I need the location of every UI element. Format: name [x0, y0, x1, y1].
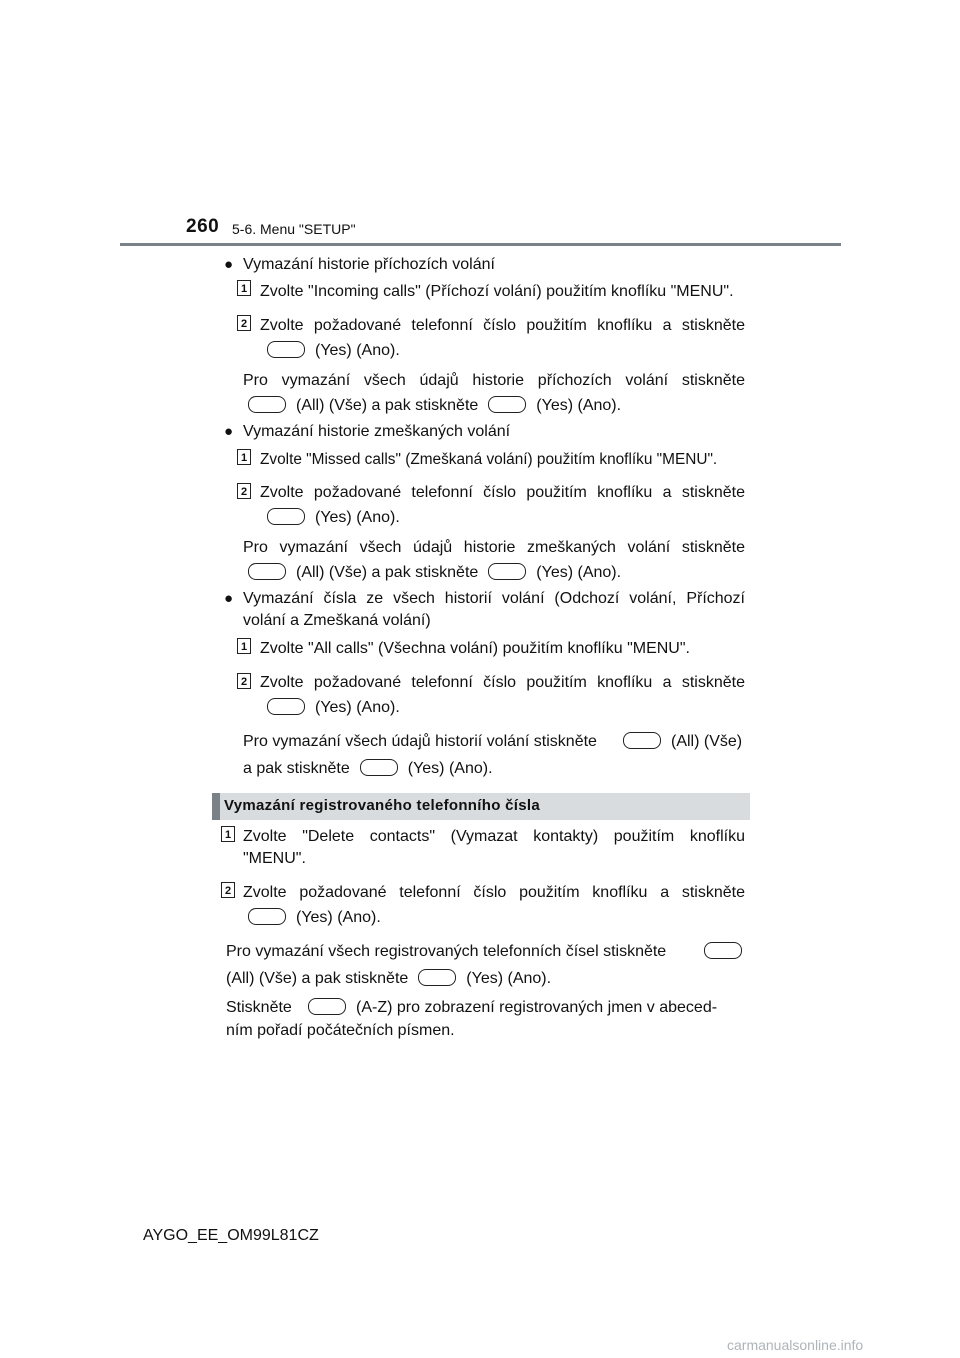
- step-1-icon: 1: [237, 449, 251, 465]
- incoming-note-line2: (All) (Vše) a pak stiskněte (Yes) (Ano).: [248, 394, 621, 418]
- bullet-icon: ●: [224, 590, 234, 607]
- yes-button-icon: [267, 341, 305, 358]
- registered-note2-line2: ním pořadí počátečních písmen.: [226, 1022, 455, 1039]
- step-2-icon: 2: [237, 483, 251, 499]
- missed-step2-line1: Zvolte požadované telefonní číslo použitím knoflíku a stiskněte: [260, 484, 745, 501]
- incoming-heading: Vymazání historie příchozích volání: [243, 256, 495, 273]
- allcalls-note-line2: a pak stiskněte (Yes) (Ano).: [243, 760, 493, 777]
- missed-note-line1: Pro vymazání všech údajů historie zmeškaných volání stiskněte: [243, 539, 745, 556]
- header-rule: [120, 243, 841, 246]
- registered-note1-all-icon: [704, 940, 752, 964]
- allcalls-note-line1b: (All) (Vše): [623, 730, 742, 754]
- missed-heading: Vymazání historie zmeškaných volání: [243, 423, 511, 440]
- az-button-icon: [308, 998, 346, 1015]
- registered-heading: Vymazání registrovaného telefonního čísla: [224, 797, 540, 814]
- incoming-step1: Zvolte "Incoming calls" (Příchozí volání) použitím knoflíku "MENU".: [260, 283, 734, 300]
- allcalls-step2-line1: Zvolte požadované telefonní číslo použitím knoflíku a stiskněte: [260, 674, 745, 691]
- step-1-icon: 1: [237, 638, 251, 654]
- registered-step2-line1: Zvolte požadované telefonní číslo použitím knoflíku a stiskněte: [243, 884, 745, 901]
- allcalls-note-line1a: Pro vymazání všech údajů historií volání stiskněte: [243, 733, 597, 750]
- missed-step2-line2: (Yes) (Ano).: [267, 506, 400, 530]
- missed-step1: Zvolte "Missed calls" (Zmeškaná volání) použitím knoflíku "MENU".: [260, 451, 718, 468]
- bullet-icon: ●: [224, 256, 234, 273]
- step-1-icon: 1: [237, 280, 251, 296]
- all-button-icon: [704, 942, 742, 959]
- bullet-icon: ●: [224, 423, 234, 440]
- allcalls-heading-line2: volání a Zmeškaná volání): [243, 612, 431, 629]
- incoming-note-line1: Pro vymazání všech údajů historie příchozích volání stiskněte: [243, 372, 745, 389]
- all-button-icon: [248, 396, 286, 413]
- registered-step2-line2: (Yes) (Ano).: [248, 906, 381, 930]
- yes-button-icon: [418, 969, 456, 986]
- yes-button-icon: [267, 698, 305, 715]
- yes-button-icon: [360, 759, 398, 776]
- registered-step1-line2: "MENU".: [243, 850, 306, 867]
- allcalls-step2-line2: (Yes) (Ano).: [267, 696, 400, 720]
- missed-note-line2: (All) (Vše) a pak stiskněte (Yes) (Ano).: [248, 561, 621, 585]
- yes-button-icon: [488, 563, 526, 580]
- yes-button-icon: [488, 396, 526, 413]
- document-code: AYGO_EE_OM99L81CZ: [143, 1227, 319, 1244]
- registered-note1-line1: Pro vymazání všech registrovaných telefonních čísel stiskněte: [226, 943, 667, 960]
- all-button-icon: [248, 563, 286, 580]
- step-1-icon: 1: [221, 826, 235, 842]
- step-2-icon: 2: [237, 315, 251, 331]
- yes-button-icon: [267, 508, 305, 525]
- allcalls-heading-line1: Vymazání čísla ze všech historií volání (Odchozí volání, Příchozí: [243, 590, 745, 607]
- yes-button-icon: [248, 908, 286, 925]
- registered-note2-line1a: Stiskněte: [226, 999, 292, 1016]
- registered-note1-line2: (All) (Vše) a pak stiskněte (Yes) (Ano).: [226, 970, 552, 987]
- allcalls-step1: Zvolte "All calls" (Všechna volání) použitím knoflíku "MENU".: [260, 640, 690, 657]
- all-button-icon: [623, 732, 661, 749]
- incoming-step2-line2: (Yes) (Ano).: [267, 339, 400, 363]
- section-title: 5-6. Menu "SETUP": [232, 221, 356, 237]
- registered-step1-line1: Zvolte "Delete contacts" (Vymazat kontakty) použitím knoflíku: [243, 828, 745, 845]
- watermark: carmanualsonline.info: [727, 1337, 864, 1353]
- incoming-step2-line1: Zvolte požadované telefonní číslo použitím knoflíku a stiskněte: [260, 317, 745, 334]
- page-number: 260: [186, 216, 220, 237]
- registered-note2-line1b: (A-Z) pro zobrazení registrovaných jmen v abeced-: [308, 996, 717, 1020]
- step-2-icon: 2: [221, 882, 235, 898]
- step-2-icon: 2: [237, 673, 251, 689]
